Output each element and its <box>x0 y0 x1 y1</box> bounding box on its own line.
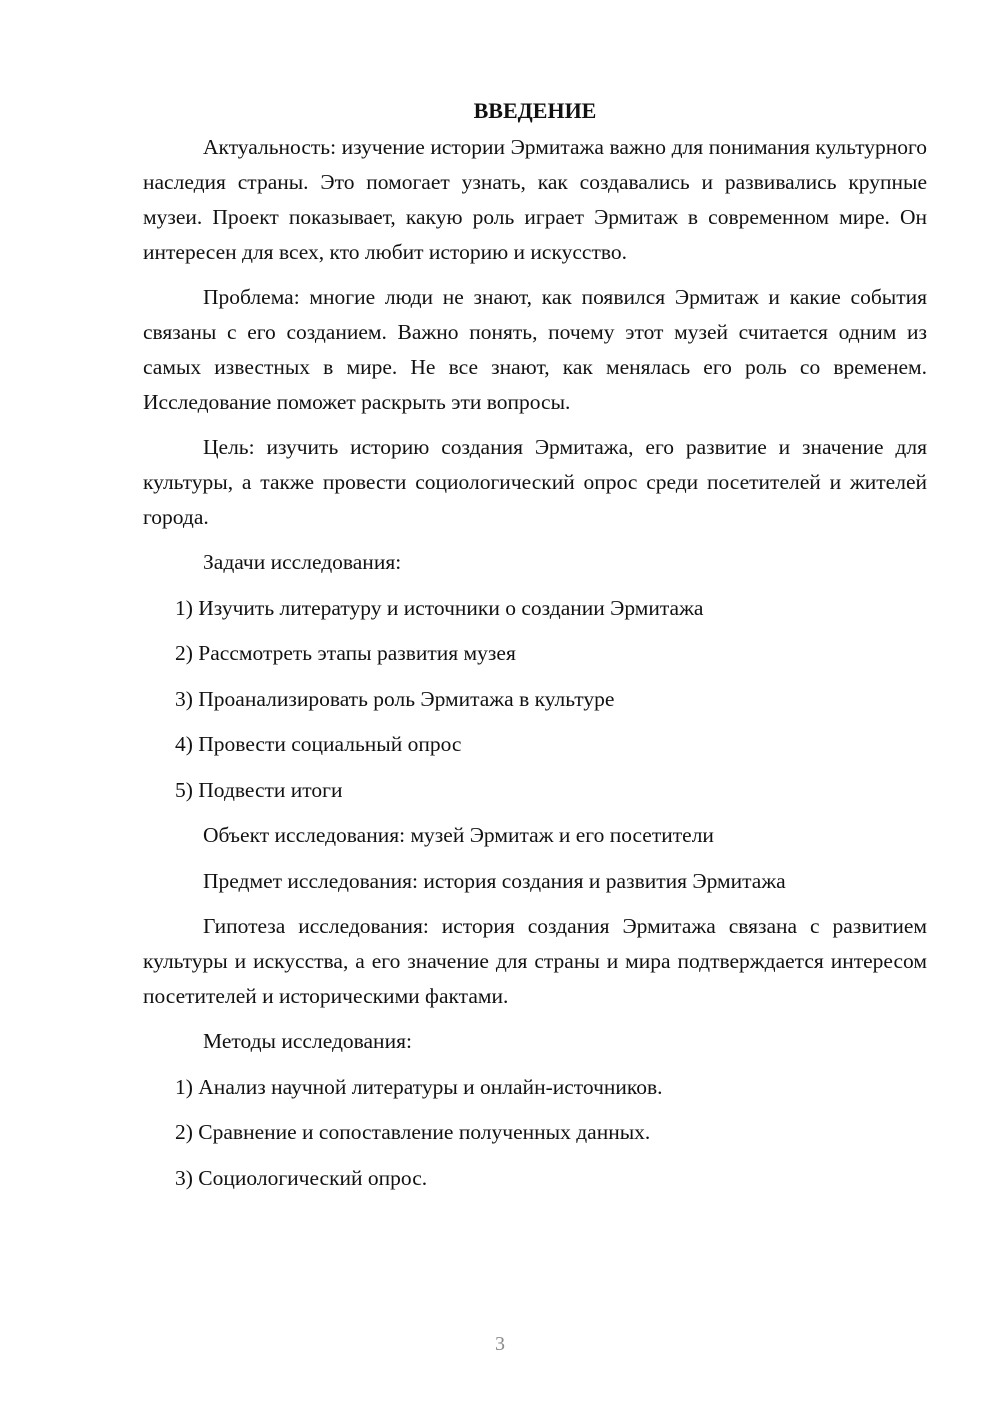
list-item: 4) Провести социальный опрос <box>175 732 462 756</box>
list-item: 2) Рассмотреть этапы развития музея <box>175 641 516 665</box>
relevance-paragraph: Актуальность: изучение истории Эрмитажа важно для понимания культурного наследия страны. Это помогает узнать, как создавались и развивались крупные музеи. Проект показывает, какую роль играет Эрмитаж в современном мире. Он интересен для всех, кто любит историю и искусство. <box>143 135 927 264</box>
list-item: 1) Изучить литературу и источники о создании Эрмитажа <box>175 595 704 620</box>
methods-heading: Методы исследования: <box>203 1029 412 1053</box>
list-item: 2) Сравнение и сопоставление полученных данных. <box>175 1120 651 1144</box>
page-number: 3 <box>495 1333 505 1355</box>
list-item: 3) Проанализировать роль Эрмитажа в культуре <box>175 686 615 711</box>
list-item: 1) Анализ научной литературы и онлайн-источников. <box>175 1074 663 1099</box>
goal-paragraph: Цель: изучить историю создания Эрмитажа, его развитие и значение для культуры, а также провести социологический опрос среди посетителей и жителей города. <box>143 435 927 529</box>
tasks-list <box>143 591 927 808</box>
list-item: 3) Социологический опрос. <box>175 1165 428 1190</box>
problem-paragraph: Проблема: многие люди не знают, как появился Эрмитаж и какие события связаны с его созданием. Важно понять, почему этот музей считается одним из самых известных в мире. Не все знают, как менялась его роль со временем. Исследование поможет раскрыть эти вопросы. <box>143 285 927 414</box>
methods-list <box>143 1070 927 1196</box>
section-title: ВВЕДЕНИЕ <box>473 98 597 123</box>
list-item: 5) Подвести итоги <box>175 777 343 802</box>
hypothesis-paragraph: Гипотеза исследования: история создания Эрмитажа связана с развитием культуры и искусства, а его значение для страны и мира подтверждается интересом посетителей и историческими фактами. <box>143 914 927 1008</box>
research-object: Объект исследования: музей Эрмитаж и его посетители <box>203 823 714 847</box>
page-content <box>143 96 927 1206</box>
research-subject: Предмет исследования: история создания и развития Эрмитажа <box>203 868 786 893</box>
tasks-heading: Задачи исследования: <box>203 550 402 574</box>
